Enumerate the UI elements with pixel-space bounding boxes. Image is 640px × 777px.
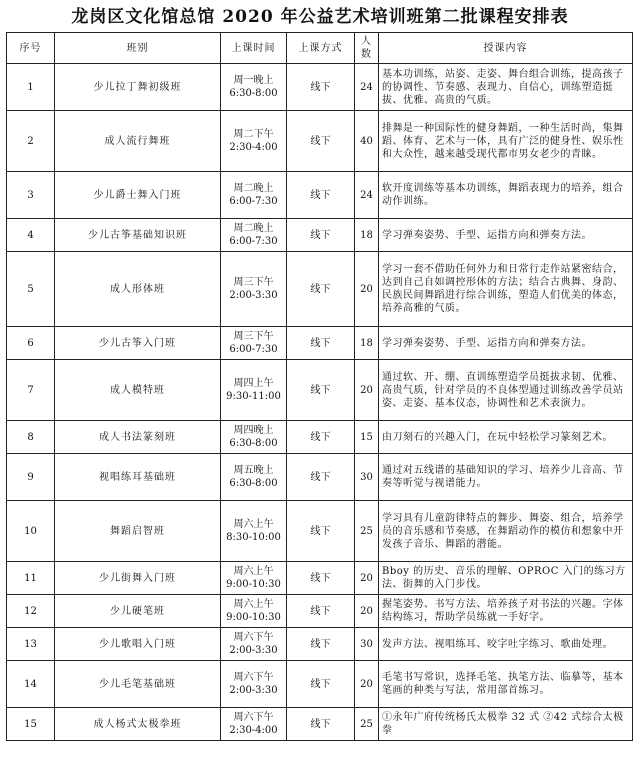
class-name: 成人模特班 [55, 360, 221, 421]
class-day: 周一晚上 [233, 75, 274, 86]
class-name: 少儿古筝入门班 [55, 327, 221, 360]
header-no: 序号 [7, 33, 55, 64]
row-number: 15 [7, 708, 55, 741]
class-day: 周五晚上 [233, 465, 274, 476]
table-header-row [7, 33, 633, 64]
class-content: Bboy 的历史、音乐的理解、OPROC 入门的练习方法、街舞的入门步伐。 [379, 562, 633, 595]
class-content: 学习弹奏姿势、手型、运指方向和弹奏方法。 [379, 219, 633, 252]
table-row [7, 111, 633, 172]
class-mode: 线下 [287, 661, 355, 708]
table-row [7, 628, 633, 661]
class-capacity: 20 [355, 661, 379, 708]
class-content: 学习具有儿童韵律特点的舞步、舞姿、组合，培养学员的音乐感和节奏感，在舞蹈动作的模仿和想象中开发孩子音乐、舞蹈的潜能。 [379, 501, 633, 562]
class-capacity: 20 [355, 252, 379, 327]
class-time [221, 219, 287, 252]
class-hours: 9:00-10:30 [226, 579, 281, 590]
row-number: 2 [7, 111, 55, 172]
table-row [7, 172, 633, 219]
class-name: 舞蹈启智班 [55, 501, 221, 562]
class-day: 周六上午 [233, 519, 274, 530]
class-capacity: 24 [355, 172, 379, 219]
class-content: 由刀刻石的兴趣入门，在玩中轻松学习篆刻艺术。 [379, 421, 633, 454]
class-content: 排舞是一种国际性的健身舞蹈，一种生活时尚，集舞蹈、体育、艺术与一体，具有广泛的健身性、娱乐性和大众性，越来越受现代都市男女老少的青睐。 [379, 111, 633, 172]
class-capacity: 15 [355, 421, 379, 454]
class-hours: 6:30-8:00 [229, 88, 278, 99]
class-name: 成人杨式太极拳班 [55, 708, 221, 741]
class-mode: 线下 [287, 111, 355, 172]
table-row [7, 562, 633, 595]
row-number: 3 [7, 172, 55, 219]
schedule-table [6, 32, 633, 741]
class-content: ①永年广府传统杨氏太极拳 32 式 ②42 式综合太极拳 [379, 708, 633, 741]
class-capacity: 20 [355, 562, 379, 595]
table-row [7, 421, 633, 454]
class-hours: 2:00-3:30 [229, 290, 278, 301]
class-name: 少儿歌唱入门班 [55, 628, 221, 661]
class-mode: 线下 [287, 327, 355, 360]
table-row [7, 327, 633, 360]
row-number: 5 [7, 252, 55, 327]
class-name: 少儿拉丁舞初级班 [55, 64, 221, 111]
class-content: 握笔姿势、书写方法、培养孩子对书法的兴趣。字体结构练习，帮助学员练就一手好字。 [379, 595, 633, 628]
class-hours: 2:00-3:30 [229, 645, 278, 656]
class-hours: 6:30-8:00 [229, 478, 278, 489]
class-mode: 线下 [287, 595, 355, 628]
row-number: 13 [7, 628, 55, 661]
class-capacity: 18 [355, 219, 379, 252]
row-number: 6 [7, 327, 55, 360]
header-mode: 上课方式 [287, 33, 355, 64]
class-name: 少儿古筝基础知识班 [55, 219, 221, 252]
class-hours: 6:30-8:00 [229, 438, 278, 449]
row-number: 12 [7, 595, 55, 628]
class-time [221, 421, 287, 454]
class-capacity: 20 [355, 595, 379, 628]
class-name: 视唱练耳基础班 [55, 454, 221, 501]
table-row [7, 252, 633, 327]
class-capacity: 40 [355, 111, 379, 172]
class-name: 成人流行舞班 [55, 111, 221, 172]
class-day: 周六下午 [233, 632, 274, 643]
class-day: 周四晚上 [233, 425, 274, 436]
class-day: 周六下午 [233, 712, 274, 723]
class-time [221, 172, 287, 219]
class-hours: 9:30-11:00 [226, 391, 281, 402]
class-name: 成人书法篆刻班 [55, 421, 221, 454]
class-mode: 线下 [287, 219, 355, 252]
class-day: 周二下午 [233, 129, 274, 140]
class-mode: 线下 [287, 628, 355, 661]
class-content: 学习弹奏姿势、手型、运指方向和弹奏方法。 [379, 327, 633, 360]
class-content: 毛笔书写常识，选择毛笔、执笔方法、临摹等，基本笔画的种类与写法，常用部首练习。 [379, 661, 633, 708]
header-credit: 人数 [355, 33, 379, 64]
class-capacity: 30 [355, 628, 379, 661]
class-hours: 6:00-7:30 [229, 344, 278, 355]
class-capacity: 18 [355, 327, 379, 360]
class-mode: 线下 [287, 172, 355, 219]
class-name: 成人形体班 [55, 252, 221, 327]
class-name: 少儿硬笔班 [55, 595, 221, 628]
class-time [221, 327, 287, 360]
class-time [221, 64, 287, 111]
table-row [7, 661, 633, 708]
class-day: 周三下午 [233, 331, 274, 342]
class-day: 周六下午 [233, 672, 274, 683]
class-name: 少儿爵士舞入门班 [55, 172, 221, 219]
row-number: 1 [7, 64, 55, 111]
class-time [221, 595, 287, 628]
class-hours: 8:30-10:00 [226, 532, 281, 543]
table-row [7, 360, 633, 421]
class-content: 学习一套不借助任何外力和日常行走作站紧密结合，达到自己自如调控形体的方法；结合古典舞、身韵、民族民间舞蹈进行综合训练，塑造人们优美的体态，培养高雅的气质。 [379, 252, 633, 327]
page-title: 龙岗区文化馆总馆 2020 年公益艺术培训班第二批课程安排表 [71, 7, 569, 27]
class-content: 软开度训练等基本功训练，舞蹈表现力的培养，组合动作训练。 [379, 172, 633, 219]
table-row [7, 501, 633, 562]
class-capacity: 30 [355, 454, 379, 501]
class-capacity: 25 [355, 501, 379, 562]
class-time [221, 628, 287, 661]
class-capacity: 20 [355, 360, 379, 421]
class-mode: 线下 [287, 421, 355, 454]
class-capacity: 24 [355, 64, 379, 111]
header-time: 上课时间 [221, 33, 287, 64]
class-capacity: 25 [355, 708, 379, 741]
class-day: 周三下午 [233, 277, 274, 288]
class-mode: 线下 [287, 454, 355, 501]
class-day: 周四上午 [233, 378, 274, 389]
class-hours: 6:00-7:30 [229, 196, 278, 207]
header-class: 班别 [55, 33, 221, 64]
class-time [221, 252, 287, 327]
class-mode: 线下 [287, 360, 355, 421]
class-day: 周六上午 [233, 599, 274, 610]
row-number: 4 [7, 219, 55, 252]
row-number: 9 [7, 454, 55, 501]
row-number: 7 [7, 360, 55, 421]
class-time [221, 562, 287, 595]
class-content: 通过对五线谱的基础知识的学习、培养少儿音高、节奏等听觉与视谱能力。 [379, 454, 633, 501]
class-day: 周二晚上 [233, 223, 274, 234]
class-hours: 2:30-4:00 [229, 142, 278, 153]
header-content: 授课内容 [379, 33, 633, 64]
class-time [221, 454, 287, 501]
class-content: 基本功训练，站姿、走姿、舞台组合训练，提高孩子的协调性、节奏感、表现力、自信心，训练塑造挺拔、优雅、高贵的气质。 [379, 64, 633, 111]
row-number: 11 [7, 562, 55, 595]
class-hours: 9:00-10:30 [226, 612, 281, 623]
class-mode: 线下 [287, 562, 355, 595]
class-mode: 线下 [287, 708, 355, 741]
class-name: 少儿毛笔基础班 [55, 661, 221, 708]
class-time [221, 501, 287, 562]
class-mode: 线下 [287, 64, 355, 111]
class-hours: 6:00-7:30 [229, 236, 278, 247]
class-content: 发声方法、视唱练耳、咬字吐字练习、歌曲处理。 [379, 628, 633, 661]
row-number: 14 [7, 661, 55, 708]
table-row [7, 64, 633, 111]
row-number: 10 [7, 501, 55, 562]
class-time [221, 111, 287, 172]
class-name: 少儿街舞入门班 [55, 562, 221, 595]
class-hours: 2:00-3:30 [229, 685, 278, 696]
class-time [221, 661, 287, 708]
table-row [7, 595, 633, 628]
class-day: 周二晚上 [233, 183, 274, 194]
table-row [7, 219, 633, 252]
class-day: 周六上午 [233, 566, 274, 577]
class-time [221, 708, 287, 741]
class-mode: 线下 [287, 252, 355, 327]
class-hours: 2:30-4:00 [229, 725, 278, 736]
table-row [7, 454, 633, 501]
class-mode: 线下 [287, 501, 355, 562]
class-time [221, 360, 287, 421]
row-number: 8 [7, 421, 55, 454]
class-content: 通过软、开、绷、直训练塑造学员挺拔求韧、优雅、高贵气质，针对学员的不良体型通过训练改善学员站姿、走姿、基本仪态，协调性和艺术表演力。 [379, 360, 633, 421]
table-row [7, 708, 633, 741]
